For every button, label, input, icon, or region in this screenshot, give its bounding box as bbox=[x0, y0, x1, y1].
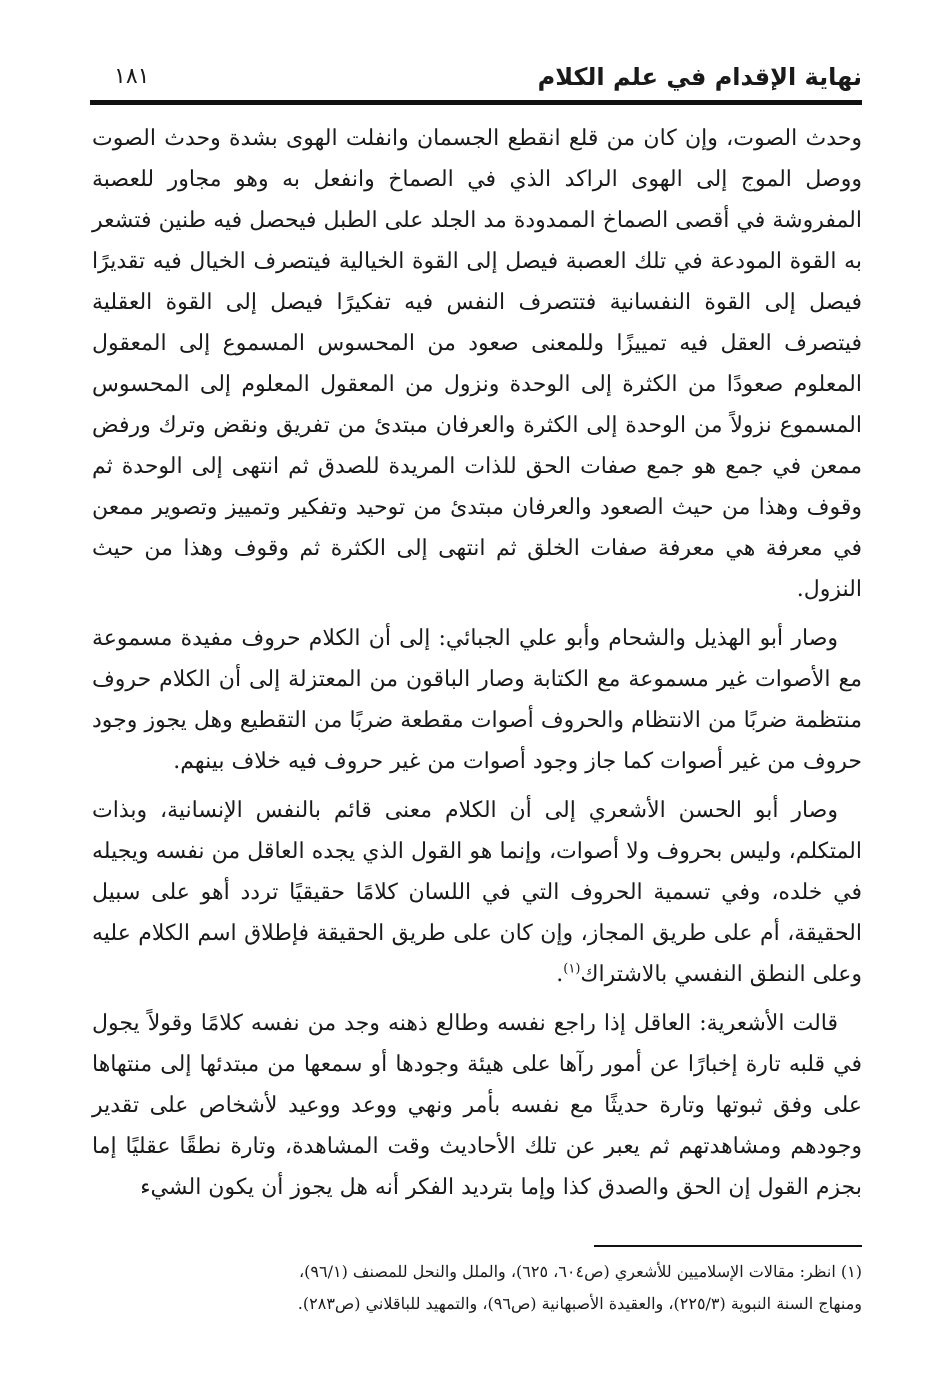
running-header bbox=[92, 62, 862, 102]
footnote-rule bbox=[594, 1245, 862, 1247]
paragraph-3-end: . bbox=[556, 962, 564, 987]
footnotes bbox=[96, 1256, 862, 1320]
main-text bbox=[92, 118, 862, 1216]
paragraph-3-text: وصار أبو الحسن الأشعري إلى أن الكلام معنى قائم بالنفس الإنسانية، وبذات المتكلم، وليس بحروف ولا أصوات، وإنما هو القول الذي يجده العاقل من نفسه ويجيله في خلده، وفي تسمية الحروف التي في اللسان كلامًا حقيقيًا تردد أهو على سبيل الحقيقة، أم على طريق المجاز، وإن كان على طريق الحقيقة فإطلاق اسم الكلام عليه وعلى النطق النفسي بالاشتراك bbox=[92, 798, 862, 987]
paragraph-2: وصار أبو الهذيل والشحام وأبو علي الجبائي: إلى أن الكلام حروف مفيدة مسموعة مع الأصوات غير مسموعة مع الكتابة وصار الباقون من المعتزلة إلى أن الكلام حروف منتظمة ضربًا من الانتظام والحروف أصوات مقطعة ضربًا من التقطيع وهل يجوز وجود حروف من غير أصوات كما جاز وجود أصوات من غير حروف فيه خلاف بينهم. bbox=[92, 626, 862, 774]
paragraph-1: وحدث الصوت، وإن كان من قلع انقطع الجسمان وانفلت الهوى بشدة وحدث الصوت ووصل الموج إلى الهوى الراكد الذي في الصماخ وانفعل به وهو مجاور للعصبة المفروشة في أقصى الصماخ الممدودة مد الجلد على الطبل فيحصل فيه طنين فتشعر به القوة المودعة في تلك العصبة فيصل إلى القوة الخيالية فيتصرف الخيال فيه تقديرًا فيصل إلى القوة النفسانية فتتصرف النفس فيه تفكيرًا فيصل إلى القوة العقلية فيتصرف العقل فيه تمييزًا وللمعنى صعود من المحسوس المسموع إلى المعقول المعلوم صعودًا من الكثرة إلى الوحدة ونزول من المعقول المعلوم إلى المحسوس المسموع نزولاً من الوحدة إلى الكثرة والعرفان مبتدئ من تفريق ونقض وترك ورفض ممعن في جمع هو جمع صفات الحق للذات المريدة للصدق ثم انتهى إلى الوحدة ثم وقوف وهذا من حيث الصعود والعرفان مبتدئ من توحيد وتفكير وتمييز وتصوير ممعن في معرفة هي معرفة صفات الخلق ثم انتهى إلى الكثرة ثم وقوف وهذا من حيث النزول. bbox=[92, 126, 862, 602]
footnote-marker[interactable]: (١) bbox=[563, 961, 581, 977]
paragraph-3 bbox=[92, 790, 862, 995]
footnote-line-1: (١) انظر: مقالات الإسلاميين للأشعري (ص٦٠٤، ٦٢٥)، والملل والنحل للمصنف (٩٦/١)، bbox=[298, 1262, 862, 1281]
header-rule bbox=[90, 100, 862, 105]
footnote-line-2: ومنهاج السنة النبوية (٢٢٥/٣)، والعقيدة الأصبهانية (ص٩٦)، والتمهيد للباقلاني (ص٢٨٣). bbox=[297, 1294, 862, 1313]
page-number: ١٨١ bbox=[114, 64, 150, 89]
book-title: نهاية الإقدام في علم الكلام bbox=[537, 63, 862, 91]
paragraph-4: قالت الأشعرية: العاقل إذا راجع نفسه وطالع ذهنه وجد من نفسه كلامًا وقولاً يجول في قلبه تارة إخبارًا عن أمور رآها على هيئة وجودها أو سمعها من مبتدئها إلى منتهاها على وفق ثبوتها وتارة حديثًا مع نفسه بأمر ونهي ووعد ووعيد لأشخاص على تقدير وجودهم ومشاهدتهم ثم يعبر عن تلك الأحاديث وقت المشاهدة، وتارة نطقًا عقليًا إما بجزم القول إن الحق والصدق كذا وإما بترديد الفكر أنه هل يجوز أن يكون الشيء bbox=[92, 1011, 862, 1200]
